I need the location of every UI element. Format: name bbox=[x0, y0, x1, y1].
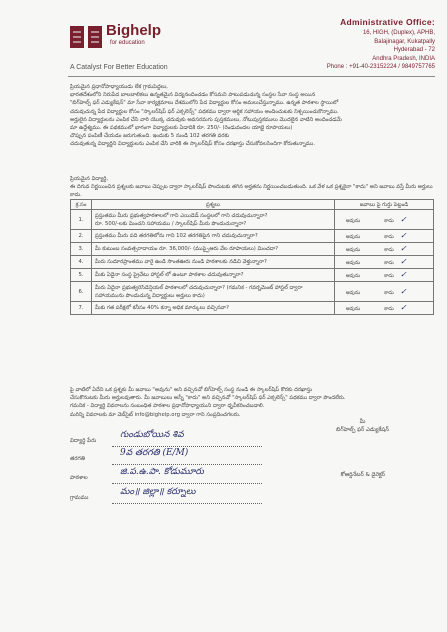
tick-mark-icon: ✓ bbox=[400, 257, 407, 266]
no-option[interactable]: కాదు bbox=[384, 260, 394, 266]
no-option[interactable]: కాదు bbox=[384, 306, 394, 312]
coordinator-signature: కోఆర్డినేటర్ & డైరెక్టర్ bbox=[340, 472, 385, 478]
row-num: 6. bbox=[71, 282, 92, 302]
row-question: మీకు ఏదైనా సంస్థ ప్రైవేటు హాస్టల్ లో ఉంటూ పాఠశాల చదువుతున్నారా? bbox=[92, 269, 335, 282]
table-row bbox=[71, 230, 434, 243]
text-line: భారతదేశంలోని నిరుపేద బాలబాలికలు ఉన్నతమైన విద్యనందించడం కోసమని పాటుపడుచున్న సంస్థల సేవా సంస్థ అయిన bbox=[70, 92, 316, 99]
eligibility-table bbox=[70, 199, 434, 315]
row-num: 4. bbox=[71, 256, 92, 269]
yes-option[interactable]: అవును bbox=[345, 234, 361, 240]
col-header-question: ప్రశ్నలు bbox=[92, 200, 335, 210]
text-line: చొప్పున పంపిణీ చేయడం జరుగుతుంది. ఇందుకు 5 నుండి 102 తరగతి వరకు bbox=[70, 133, 230, 140]
no-option[interactable]: కాదు bbox=[384, 234, 394, 240]
office-line: Balajinagar, Kukatpally bbox=[374, 38, 435, 45]
text-line: పై వాటిలో ఏదేని ఒక ప్రశ్నకు మీ జవాబు "అవును" అని వచ్చినచో బిగ్‌హెల్ప్ సంస్థ నుండి ఈ స్కాలర్‌షిప్ కొరకు దరఖాస్తు bbox=[70, 387, 313, 393]
text-line: మరిన్ని వివరాలకు మా వెబ్‌సైట్ info@bighelp.org ద్వారా గాని సంప్రదించగలరు. bbox=[70, 411, 241, 418]
village-value[interactable]: మం॥ జిల్లా॥ కర్నూలు bbox=[120, 487, 196, 497]
school-value[interactable]: జి.ప.ఉ.పా. కోడుమూరు bbox=[120, 467, 204, 477]
school-label: పాఠశాల bbox=[70, 475, 88, 481]
question-line: ప్రస్తుతము మీరు ప్రభుత్వపాఠశాలలో గాని ఎయిడెడ్ సంస్థలలో గాని చదువుచున్నారా? bbox=[95, 212, 268, 219]
row-answer bbox=[335, 269, 434, 282]
text-line: మా ఉద్దేశ్యము. ఈ పథకములో భాగంగా విద్యార్థులకు ఏడాదికి రూ. 250/- (రెండువందల యాభై రూపాయలు) bbox=[70, 125, 293, 132]
tick-mark-icon: ✓ bbox=[400, 244, 407, 253]
row-question: మీరు సుదూరప్రాంతము వారై ఉండి సొంతఊరు నుండి పాఠశాలకు నడిచి వెళ్తున్నారా? bbox=[92, 256, 335, 269]
row-question: మీకు గత పరీక్షలో కనీసం 40% కన్నా అధిక మార్కులు వచ్చినవా? bbox=[92, 302, 335, 315]
row-answer bbox=[335, 243, 434, 256]
class-label: తరగతి bbox=[70, 456, 86, 462]
org-signature bbox=[336, 418, 389, 434]
brand-name: Bighelp bbox=[106, 22, 161, 39]
row-num: 1. bbox=[71, 210, 92, 230]
no-option[interactable]: కాదు bbox=[384, 247, 394, 253]
signature-mark: మీ bbox=[359, 419, 366, 425]
row-num: 2. bbox=[71, 230, 92, 243]
text-line: ప్రియమైన ప్రధానోపాధ్యాయుడు లేక గ్రామపెద్దలు, bbox=[70, 84, 168, 90]
tick-mark-icon: ✓ bbox=[400, 286, 407, 296]
class-value[interactable]: 9వ తరగతి (E/M) bbox=[120, 448, 189, 458]
table-row bbox=[71, 302, 434, 315]
col-header-num: క్ర.సం bbox=[71, 200, 92, 210]
row-answer bbox=[335, 302, 434, 315]
tick-mark-icon: ✓ bbox=[400, 303, 407, 312]
table-header-row bbox=[71, 200, 434, 210]
village-label: గ్రామము bbox=[70, 495, 89, 501]
brand-sub: for education bbox=[110, 40, 145, 46]
office-line: Andhra Pradesh, INDIA bbox=[372, 55, 435, 62]
col-header-answer: జవాబు పై గుర్తు పెట్టండి bbox=[335, 200, 434, 210]
table-row bbox=[71, 269, 434, 282]
row-question: మీ కుటుంబ సంవత్సరాదాయం రూ. 36,000/- (ముప్పైఆరు వేల రూపాయలు) మించదా? bbox=[92, 243, 335, 256]
yes-option[interactable]: అవును bbox=[345, 273, 361, 279]
row-answer bbox=[335, 256, 434, 269]
text-line: "బిగ్‌హెల్ప్ ఫర్ ఎడ్యుకేషన్" మా సేవా కార్యక్రమాలు దేశములోని పేద విద్యార్థుల కోసం అమలుచేస్తున్నాము. ఉన్నత పాఠశాల స్థాయిలో bbox=[70, 100, 339, 107]
row-question bbox=[92, 210, 335, 230]
row-num: 7. bbox=[71, 302, 92, 315]
question-line: సహాయమును పొందుచున్న విద్యార్థులు అర్హులు కాదు) bbox=[95, 292, 205, 299]
text-line: ప్రియమైన విద్యార్థి, bbox=[70, 176, 109, 182]
question-line: రూ. 500/-లకు మించని సహాయము / స్కాలర్‌షిప్ మీరు పొందుచున్నారా? bbox=[95, 220, 247, 227]
text-line: అర్హులైన విద్యార్థులను ఎంపిక చేసి వారి యొక్క చదువుకు అవసరమగు పుస్తకములు, నోటుపుస్తకములు మొదలైన వాటిని అందించడమే bbox=[70, 116, 342, 123]
tick-mark-icon: ✓ bbox=[400, 270, 407, 279]
row-answer bbox=[335, 210, 434, 230]
org-signature-label: బిగ్‌హెల్ప్ ఫర్ ఎడ్యుకేషన్ bbox=[336, 427, 389, 433]
table-row bbox=[71, 243, 434, 256]
row-num: 3. bbox=[71, 243, 92, 256]
no-option[interactable]: కాదు bbox=[384, 289, 394, 296]
office-address bbox=[327, 18, 435, 71]
books-logo-icon bbox=[70, 24, 102, 50]
question-line: మీరు ఏదైనా ప్రభుత్వరెసిడెన్షియల్ పాఠశాలలో చదువుచున్నారా? (గమనిక - గవర్నమెంట్ హాస్టల్ ద్వారా bbox=[95, 284, 303, 291]
school-line bbox=[112, 482, 262, 484]
letter-intro bbox=[70, 83, 435, 171]
yes-option[interactable]: అవును bbox=[345, 247, 361, 253]
row-answer bbox=[335, 282, 434, 302]
table-row bbox=[71, 210, 434, 230]
village-line bbox=[112, 502, 262, 504]
text-line: చదువుచున్న పేద విద్యార్థుల కోసం "స్కాలర్‌షిప్ ఫర్ ఎక్సలెన్స్" పథకము ద్వారా ఆర్థిక సహాయం అందించుటకు నిశ్చయించుకొన్నాము. bbox=[70, 108, 339, 115]
row-answer bbox=[335, 230, 434, 243]
header-divider bbox=[68, 76, 435, 77]
tick-mark-icon: ✓ bbox=[400, 231, 407, 240]
text-line: చదువుతున్న విద్యార్థిని విద్యార్థులను ఎంపిక చేసి వారికి ఈ స్కాలర్‌షిప్ కోసం దరఖాస్తు చేసుకోవలసిందిగా కోరుతున్నాము. bbox=[70, 141, 315, 148]
tick-mark-icon: ✓ bbox=[400, 214, 407, 224]
student-name-line bbox=[112, 445, 262, 447]
table-row bbox=[71, 256, 434, 269]
student-name-label: విద్యార్థి పేరు bbox=[70, 438, 97, 444]
yes-option[interactable]: అవును bbox=[345, 289, 361, 296]
row-question bbox=[92, 282, 335, 302]
student-instructions bbox=[70, 175, 435, 197]
class-line bbox=[112, 463, 262, 465]
office-line: 16, HIGH, (Duplex), APHB, bbox=[362, 30, 435, 37]
yes-option[interactable]: అవును bbox=[345, 217, 361, 224]
row-question: ప్రస్తుతము మీరు పది తరగతిలోను గాని 102 తరగతిపైన గాని చదువుచున్నారా? bbox=[92, 230, 335, 243]
office-phone: Phone : +91-40-23152224 / 9849757765 bbox=[326, 64, 435, 71]
row-num: 5. bbox=[71, 269, 92, 282]
no-option[interactable]: కాదు bbox=[384, 217, 394, 224]
text-line: గమనిక - విద్యార్థి వివరాలను సంబంధిత పాఠశాల ప్రధానోపాధ్యాయుని ద్వారా ధృవీకరించబడాలి. bbox=[70, 403, 265, 410]
office-line: Hyderabad - 72 bbox=[393, 47, 435, 54]
text-line: చేసుకొనుటకు మీరు అర్హులవుతారు. మీ జవాబులు అన్నీ "కాదు" అని వచ్చినచో "స్కాలర్‌షిప్ ఫర్ ఎక్సలెన్స్" పథకము ద్వారా పొందలేరు. bbox=[70, 395, 346, 402]
table-row bbox=[71, 282, 434, 302]
brand-tagline: A Catalyst For Better Education bbox=[70, 64, 168, 71]
yes-option[interactable]: అవును bbox=[345, 260, 361, 266]
office-title: Administrative Office: bbox=[340, 17, 435, 27]
no-option[interactable]: కాదు bbox=[384, 273, 394, 279]
text-line: ఈ దిగువ నిర్ణయించిన ప్రశ్నలకు జవాబు చెప్పుట ద్వారా స్కాలర్‌షిప్ పొందుటకు తగిన అర్హతను నిర్ణయించబడుతుంది. ఒక వేళ ఒక ప్రశ్నకైనా "కాదు" అని జవాబు వస్తే మీరు అర్హులు కాదు. bbox=[70, 184, 433, 199]
yes-option[interactable]: అవును bbox=[345, 306, 361, 312]
student-name-value[interactable]: గుండుబోయిన శివ bbox=[120, 430, 184, 440]
